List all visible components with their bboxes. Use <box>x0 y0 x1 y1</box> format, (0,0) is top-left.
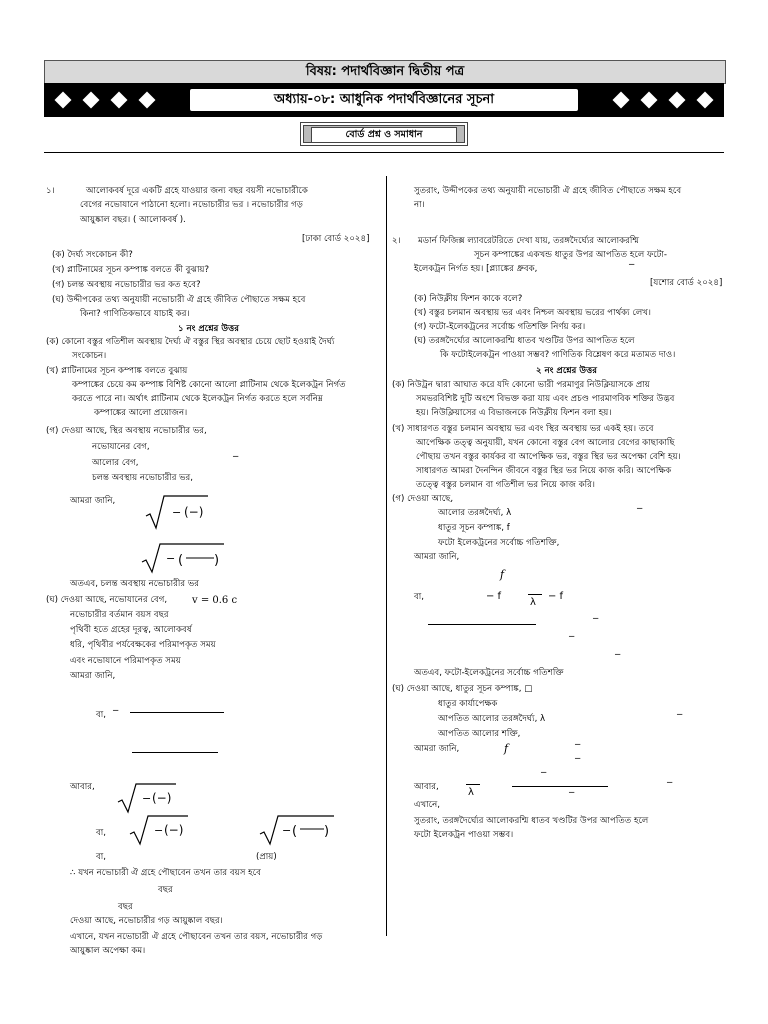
answer-heading: ২ নং প্রশ্নের উত্তর <box>536 366 597 376</box>
svg-text:−: − <box>166 552 176 565</box>
answer-text: আমরা জানি, <box>414 552 460 562</box>
answer-text: ধরি, পৃথিবীর পর্যবেক্ষকের পরিমাপকৃত সময় <box>70 640 216 650</box>
answer-text: পৃথিবী হতে গ্রহের দূরত্ব, আলোকবর্ষ <box>70 625 192 635</box>
answer-text: নভোচারীর বর্তমান বয়স বছর <box>70 610 169 620</box>
minus-sign: − <box>540 768 548 778</box>
question-number: ১। <box>46 186 55 196</box>
question-text: আলোকবর্ষ দূরে একটি গ্রহে যাওয়ার জন্য বছর বয়সী নভোচারীকে <box>86 186 308 196</box>
svg-text:−: − <box>142 792 152 805</box>
answer-text: কম্পাঙ্কের চেয়ে কম কম্পাঙ্ক বিশিষ্ট কোনো আলো প্লাটিনাম থেকে ইলেকট্রন নির্গত <box>72 380 346 390</box>
answer-text: আপতিত আলোর শক্তি, <box>438 729 521 739</box>
answer-text: হয়। নিউক্লিয়াসের এ বিভাজনকে নিউক্লীয় ফিশন বলা হয়। <box>416 408 612 418</box>
chapter-title: অধ্যায়-০৮: আধুনিক পদার্থবিজ্ঞানের সূচনা <box>190 89 578 111</box>
chapter-banner <box>44 83 724 117</box>
sqrt-formula <box>116 782 178 814</box>
sub-question: (খ) বস্তুর চলমান অবস্থায় ভর এবং নিশ্চল অবস্থায় ভরের পার্থক্য লেখ। <box>414 308 651 318</box>
answer-text: (ক) নিউট্রন দ্বারা আঘাত করে যদি কোনো ভারী পরমাণুর নিউক্লিয়াসকে প্রায় <box>392 380 650 390</box>
answer-text: ∴ যখন নভোচারী ঐ গ্রহে পৌছাবেন তখন তার বয়স হবে <box>70 868 261 878</box>
answer-text: সাধারণত আমরা দৈনন্দিন জীবনে বস্তুর স্থির ভর নিয়ে কাজ করি। আপেক্ষিক <box>416 466 672 476</box>
answer-text: (গ) দেওয়া আছে, <box>392 494 454 504</box>
answer-text: সমভরবিশিষ্ট দুটি অংশে বিভক্ত করা যায় এবং প্রচণ্ড পারমাণবিক শক্তির উদ্ভব <box>416 394 675 404</box>
answer-text: সুতরাং, উদ্দীপকের তথ্য অনুযায়ী নভোচারী ঐ গ্রহে জীবিত পৌছাতে সক্ষম হবে <box>414 186 682 196</box>
answer-text: এবং নভোযানে পরিমাপকৃত সময় <box>70 656 181 666</box>
subject-title: বিষয়: পদার্থবিজ্ঞান দ্বিতীয় পত্র <box>305 64 465 79</box>
answer-text: বা, <box>96 710 107 720</box>
board-tag: [ঢাকা বোর্ড ২০২৪] <box>302 234 370 244</box>
equation-part: − f <box>486 591 502 602</box>
answer-text: নভোযানের বেগ, <box>92 442 150 452</box>
answer-text: আয়ুষ্কাল অপেক্ষা কম। <box>70 946 146 956</box>
minus-sign: − <box>232 452 240 462</box>
sub-question: (ক) দৈর্ঘ্য সংকোচন কী? <box>52 250 133 260</box>
answer-text: আপতিত আলোর তরঙ্গদৈর্ঘ্য, λ <box>438 714 546 724</box>
lambda-symbol: λ <box>530 597 536 608</box>
answer-text: সংকোচন। <box>72 351 107 361</box>
minus-sign: − <box>112 706 120 716</box>
minus-sign: − <box>614 650 622 660</box>
sub-question: (গ) ফটো-ইলেকট্রনের সর্বোচ্চ গতিশক্তি নির্ণয় কর। <box>414 322 586 332</box>
answer-text: আবার, <box>414 782 439 792</box>
sub-question: কি ফটোইলেকট্রন পাওয়া সম্ভব? গাণিতিক বিশ্লেষণ করে মতামত দাও। <box>440 350 676 360</box>
question-text: মডার্ন ফিজিক্স ল্যাবরেটরিতে দেখা যায়, তরঙ্গদৈর্ঘ্যের আলোকরশ্মি <box>418 236 640 246</box>
fraction-bar <box>132 752 218 753</box>
minus-sign: − <box>574 754 582 764</box>
minus-sign: − <box>666 778 674 788</box>
question-number: ২। <box>392 236 401 246</box>
diamond-icon <box>640 91 658 109</box>
svg-text:−: − <box>172 506 182 519</box>
answer-text: এখানে, <box>414 800 440 810</box>
svg-text:−: − <box>282 824 292 837</box>
answer-text: তত্ত্বে বস্তুর চলমান বা গতিশীল ভর নিয়ে কাজ করি। <box>416 480 595 490</box>
answer-text: কম্পাঙ্কের আলো প্রয়োজন। <box>94 408 188 418</box>
answer-text: (ঘ) দেওয়া আছে, ধাতুর সূচন কম্পাঙ্ক, □ <box>392 684 533 694</box>
sub-question: (ঘ) উদ্দীপকের তথ্য অনুযায়ী নভোচারী ঐ গ্রহে জীবিত পৌছাতে সক্ষম হবে <box>52 295 306 305</box>
answer-text: ফটো ইলেকট্রন পাওয়া সম্ভব। <box>414 830 514 840</box>
answer-text: (খ) সাধারণত বস্তুর চলমান অবস্থায় ভর এবং স্থির অবস্থায় ভর একই হয়। তবে <box>392 424 654 434</box>
equation-part: − f <box>548 591 564 602</box>
lambda-symbol: λ <box>468 787 474 798</box>
sub-question: (ঘ) তরঙ্গদৈর্ঘ্যের আলোকরশ্মি ধাতব খণ্ডটির উপর আপতিত হলে <box>414 336 635 346</box>
minus-sign: − <box>628 260 636 270</box>
answer-text: অতএব, চলন্ত অবস্থায় নভোচারীর ভর <box>70 579 199 589</box>
answer-text: সুতরাং, তরঙ্গদৈর্ঘ্যের আলোকরশ্মি ধাতব খণ্ডটির উপর আপতিত হলে <box>414 816 649 826</box>
sub-question: (গ) চলন্ত অবস্থায় নভোচারীর ভর কত হবে? <box>52 280 201 290</box>
answer-text: এখানে, যখন নভোচারী ঐ গ্রহে পৌছাবেন তখন তার বয়স, নভোচারীর গড় <box>70 932 323 942</box>
svg-text:(−): (−) <box>164 823 184 837</box>
answer-text: আলোর তরঙ্গদৈর্ঘ্য, λ <box>438 508 512 518</box>
answer-text: আমরা জানি, <box>70 671 116 681</box>
question-text: ইলেকট্রন নির্গত হয়। [প্ল্যাঙ্কের ধ্রুবক, <box>414 264 538 274</box>
answer-text: বছর <box>158 885 173 895</box>
svg-text:): ) <box>324 824 330 839</box>
answer-text: (প্রায়) <box>256 852 277 862</box>
freq-symbol: f <box>500 568 505 581</box>
diamond-icon <box>54 91 72 109</box>
subject-banner <box>44 60 726 84</box>
svg-text:−: − <box>154 824 164 837</box>
answer-text: করতে পারে না। অর্থাৎ প্লাটিনাম থেকে ইলেকট্রন নির্গত করতে হলে সর্বনিম্ন <box>72 394 323 404</box>
question-text: বেগের নভোযানে পাঠানো হলো। নভোচারীর ভর । নভোচারীর গড় <box>80 200 303 210</box>
velocity-value: v = 0.6 c <box>192 595 238 606</box>
answer-text: না। <box>414 200 425 210</box>
svg-text:(: ( <box>292 824 298 839</box>
sqrt-formula <box>144 494 210 532</box>
minus-sign: − <box>676 710 684 720</box>
sub-question: (খ) প্লাটিনামের সূচন কম্পাঙ্ক বলতে কী বুঝায়? <box>52 265 210 275</box>
answer-text: পৌছায় তখন বস্তুর কার্যকর বা আপেক্ষিক ভর, বস্তুর স্থির ভর অপেক্ষা বেশি হয়। <box>416 452 681 462</box>
fraction-bar <box>528 594 542 595</box>
answer-text: (খ) প্লাটিনামের সূচন কম্পাঙ্ক বলতে বুঝায় <box>46 366 188 376</box>
answer-text: অতএব, ফটো-ইলেকট্রনের সর্বোচ্চ গতিশক্তি <box>414 668 564 678</box>
answer-text: ফটো ইলেকট্রনের সর্বোচ্চ গতিশক্তি, <box>438 538 560 548</box>
diamond-icon <box>696 91 714 109</box>
svg-text:(: ( <box>178 553 184 568</box>
minus-sign: − <box>568 632 576 642</box>
minus-sign: − <box>574 740 582 750</box>
diamond-icon <box>668 91 686 109</box>
section-title: বোর্ড প্রশ্ন ও সমাধান <box>311 127 457 143</box>
sub-question: কিনা? গাণিতিকভাবে যাচাই কর। <box>80 309 190 319</box>
svg-text:): ) <box>214 553 220 568</box>
board-tag: [যশোর বোর্ড ২০২৪] <box>650 278 723 288</box>
sub-question: (ক) নিউক্লীয় ফিশন কাকে বলে? <box>414 294 523 304</box>
answer-text: (ঘ) দেওয়া আছে, নভোযানের বেগ, <box>46 595 168 605</box>
answer-text: (ক) কোনো বস্তুর গতিশীল অবস্থায় দৈর্ঘ্য ঐ বস্তুর স্থির অবস্থার চেয়ে ছোট হওয়াই দৈর্ঘ্য <box>46 337 335 347</box>
freq-symbol: f <box>504 742 509 755</box>
diamond-icon <box>138 91 156 109</box>
svg-text:(−): (−) <box>152 791 172 805</box>
diamond-icon <box>612 91 630 109</box>
minus-sign: − <box>636 504 644 514</box>
sqrt-formula <box>128 814 190 846</box>
answer-text: আলোর বেগ, <box>92 458 139 468</box>
minus-sign: − <box>592 614 600 624</box>
answer-text: ধাতুর কার্যাপেক্ষক <box>438 699 498 709</box>
answer-text: (গ) দেওয়া আছে, স্থির অবস্থায় নভোচারীর ভর, <box>46 426 207 436</box>
minus-sign: − <box>568 788 576 798</box>
fraction-bar <box>512 786 608 787</box>
fraction-bar <box>130 712 224 713</box>
sqrt-formula <box>140 542 226 576</box>
section-banner <box>300 122 468 146</box>
fraction-bar <box>428 624 536 625</box>
sqrt-formula <box>258 814 336 846</box>
answer-text: বা, <box>96 852 107 862</box>
answer-text: আপেক্ষিক তত্ত্ব অনুযায়ী, যখন কোনো বস্তুর বেগ আলোর বেগের কাছাকাছি <box>416 438 675 448</box>
answer-text: বছর <box>118 902 133 912</box>
question-text: সূচন কম্পাঙ্কের একখন্ড ধাতুর উপর আপতিত হলে ফটো- <box>474 250 667 260</box>
answer-text: আবার, <box>70 782 95 792</box>
answer-text: আমরা জানি, <box>70 496 116 506</box>
column-divider <box>386 176 387 936</box>
answer-text: চলন্ত অবস্থায় নভোচারীর ভর, <box>92 473 194 483</box>
answer-text: ধাতুর সূচন কম্পাঙ্ক, f <box>438 523 510 533</box>
header-rule <box>44 152 724 153</box>
diamond-icon <box>82 91 100 109</box>
answer-text: আমরা জানি, <box>414 744 460 754</box>
answer-heading: ১ নং প্রশ্নের উত্তর <box>178 324 239 334</box>
question-text: আয়ুষ্কাল বছর। ( আলোকবর্ষ ). <box>80 215 186 225</box>
diamond-icon <box>110 91 128 109</box>
answer-text: দেওয়া আছে, নভোচারীর গড় আয়ুষ্কাল বছর। <box>70 916 223 926</box>
answer-text: বা, <box>414 592 425 602</box>
answer-text: বা, <box>96 828 107 838</box>
fraction-bar <box>466 784 480 785</box>
svg-text:(−): (−) <box>184 505 204 519</box>
